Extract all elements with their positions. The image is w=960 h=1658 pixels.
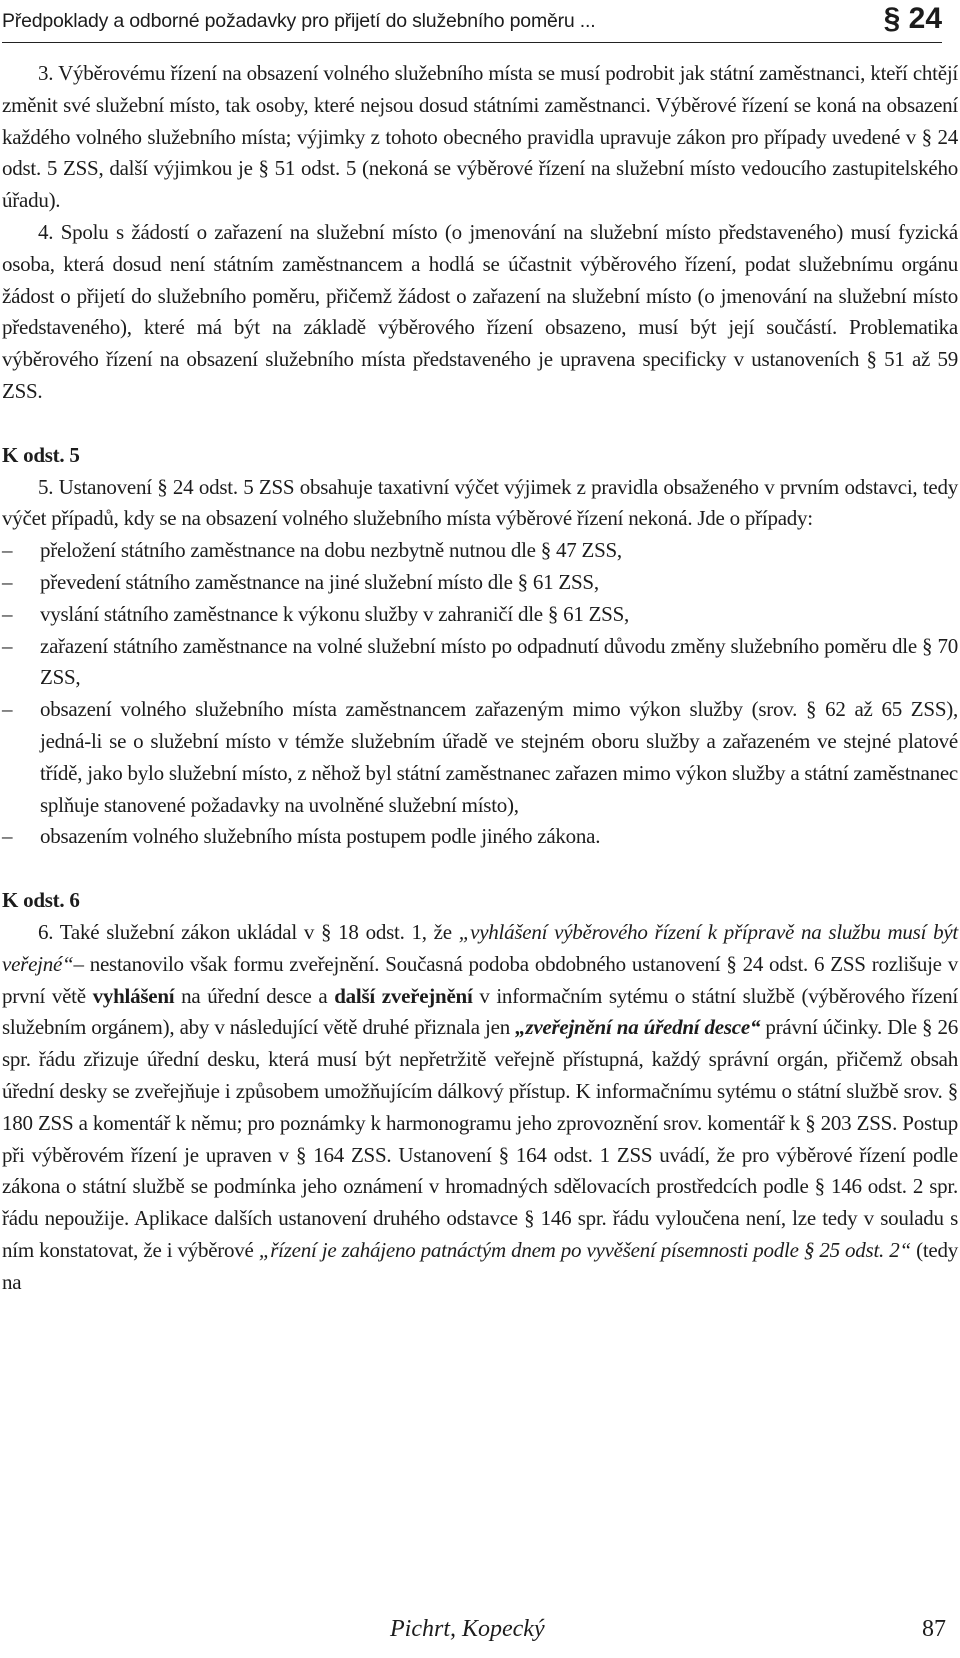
quote-italic: „řízení je zahájeno patnáctým dnem po vyvěšení písemnosti podle § 25 odst. 2“ bbox=[258, 1237, 911, 1262]
list-item bbox=[2, 567, 958, 599]
list-item-text: převedení státního zaměstnance na jiné služební místo dle § 61 ZSS, bbox=[40, 569, 599, 594]
paragraph-4: 4. Spolu s žádostí o zařazení na služební místo (o jmenování na služební místo představeného) musí fyzická osoba, která dosud není státním zaměstnancem a hodlá se účastnit výběrového řízení, podat služebnímu orgánu žádost o přijetí do služebního poměru, přičemž žádost o zařazení na služební místo (o jmenování na služební místo představeného), které má být na základě výběrového řízení obsazeno, musí být její součástí. Problematika výběrového řízení na obsazení služebního místa představeného je upravena specificky v ustanoveních § 51 až 59 ZSS. bbox=[2, 219, 958, 403]
dash-bullet: – bbox=[2, 601, 13, 626]
list-item bbox=[2, 631, 958, 695]
list-item bbox=[2, 599, 958, 631]
quote-italic: „vyhlášení výběrového řízení k přípravě na službu musí být veřejné“ bbox=[2, 919, 958, 976]
list-item bbox=[2, 821, 958, 853]
page-number: 87 bbox=[922, 1616, 946, 1642]
bold-term: další zveřejnění bbox=[334, 983, 473, 1008]
heading-k-odst-5: K odst. 5 bbox=[2, 442, 80, 467]
text-run: právní účinky. Dle § 26 spr. řádu zřizuje úřední desku, která musí být nepřetržitě veřejně přístupná, každý správní orgán, přičemž obsah úřední desky se zveřejňuje i způsobem umožňujícím dálkový přístup. K informačnímu sytému o státní službě srov. § 180 ZSS a komentář k němu; pro poznámky k harmonogramu jeho zprovoznění srov. komentář k § 203 ZSS. Postup při výběrovém řízení je upraven v § 164 ZSS. Ustanovení § 164 odst. 1 ZSS uvádí, že pro výběrové řízení podle zákona o státní službě se podmínka jeho oznámení v hromadných sdělovacích prostředcích podle § 146 odst. 2 spr. řádu nepoužije. Aplikace dalších ustanovení druhého odstavce § 146 spr. řádu vyloučena není, lze tedy v souladu s ním konstatovat, že i výběrové bbox=[2, 1015, 959, 1262]
bold-term: vyhlášení bbox=[92, 983, 175, 1008]
dash-bullet: – bbox=[2, 569, 13, 594]
text-run: (tedy na bbox=[2, 1237, 958, 1294]
dash-bullet: – bbox=[2, 538, 13, 563]
list-item-text: vyslání státního zaměstnance k výkonu služby v zahraničí dle § 61 ZSS, bbox=[40, 601, 630, 626]
exceptions-list bbox=[2, 535, 958, 853]
text-run: na úřední desce a bbox=[174, 983, 335, 1008]
paragraph-3: 3. Výběrovému řízení na obsazení volného služebního místa se musí podrobit jak státní zaměstnanci, kteří chtějí změnit své služební místo, tak osoby, které nejsou dosud státními zaměstnanci. Výběrové řízení se koná na obsazení každého volného služebního místa; výjimky z tohoto obecného pravidla upravuje zákon pro případy uvedené v § 24 odst. 5 ZSS, další výjimkou je § 51 odst. 5 (nekoná se výběrové řízení na služební místo vedoucího zastupitelského úřadu). bbox=[2, 61, 958, 213]
dash-bullet: – bbox=[2, 633, 13, 658]
list-item-text: přeložení státního zaměstnance na dobu nezbytně nutnou dle § 47 ZSS, bbox=[40, 538, 622, 563]
text-run: v informačním sytému o státní službě (výběrového řízení služebním orgánem), aby v následující větě druhé přiznala jen bbox=[2, 983, 958, 1040]
running-header bbox=[2, 4, 942, 43]
header-title: Předpoklady a odborné požadavky pro přijetí do služebního poměru ... bbox=[2, 10, 596, 32]
list-item-text: obsazením volného služebního místa postupem podle jiného zákona. bbox=[40, 824, 601, 849]
paragraph-5-intro: 5. Ustanovení § 24 odst. 5 ZSS obsahuje taxativní výčet výjimek z pravidla obsaženého v prvním odstavci, tedy výčet případů, kdy se na obsazení volného služebního místa výběrové řízení nekoná. Jde o případy: bbox=[2, 474, 958, 531]
list-item-text: obsazení volného služebního místa zaměstnancem zařazeným mimo výkon služby (srov. § 62 až 65 ZSS), jedná-li se o služební místo v témže služebním úřadě ve stejném oboru služby a zařazeném ve stejné platové třídě, jako bylo služební místo, z něhož byl státní zaměstnanec zařazen mimo výkon služby a státní zaměstnanec splňuje stanovené požadavky na uvolněné služební místo), bbox=[40, 697, 958, 817]
dash-bullet: – bbox=[2, 697, 13, 722]
quote-bold-italic: „zveřejnění na úřední desce“ bbox=[515, 1015, 761, 1040]
text-run: – nestanovilo však formu zveřejnění. Současná podoba obdobného ustanovení § 24 odst. 6 ZSS rozlišuje v první větě bbox=[2, 951, 958, 1008]
text-run: 6. Také služební zákon ukládal v § 18 odst. 1, že bbox=[38, 919, 459, 944]
heading-k-odst-6: K odst. 6 bbox=[2, 888, 80, 913]
running-footer bbox=[0, 1616, 960, 1652]
list-item-text: zařazení státního zaměstnance na volné služební místo po odpadnutí důvodu změny služebního poměru dle § 70 ZSS, bbox=[40, 633, 958, 690]
body-text bbox=[2, 58, 958, 1298]
header-section-number: § 24 bbox=[883, 2, 942, 35]
footer-authors: Pichrt, Kopecký bbox=[390, 1616, 545, 1642]
list-item bbox=[2, 535, 958, 567]
dash-bullet: – bbox=[2, 824, 13, 849]
list-item bbox=[2, 694, 958, 821]
paragraph-6 bbox=[2, 917, 958, 1299]
